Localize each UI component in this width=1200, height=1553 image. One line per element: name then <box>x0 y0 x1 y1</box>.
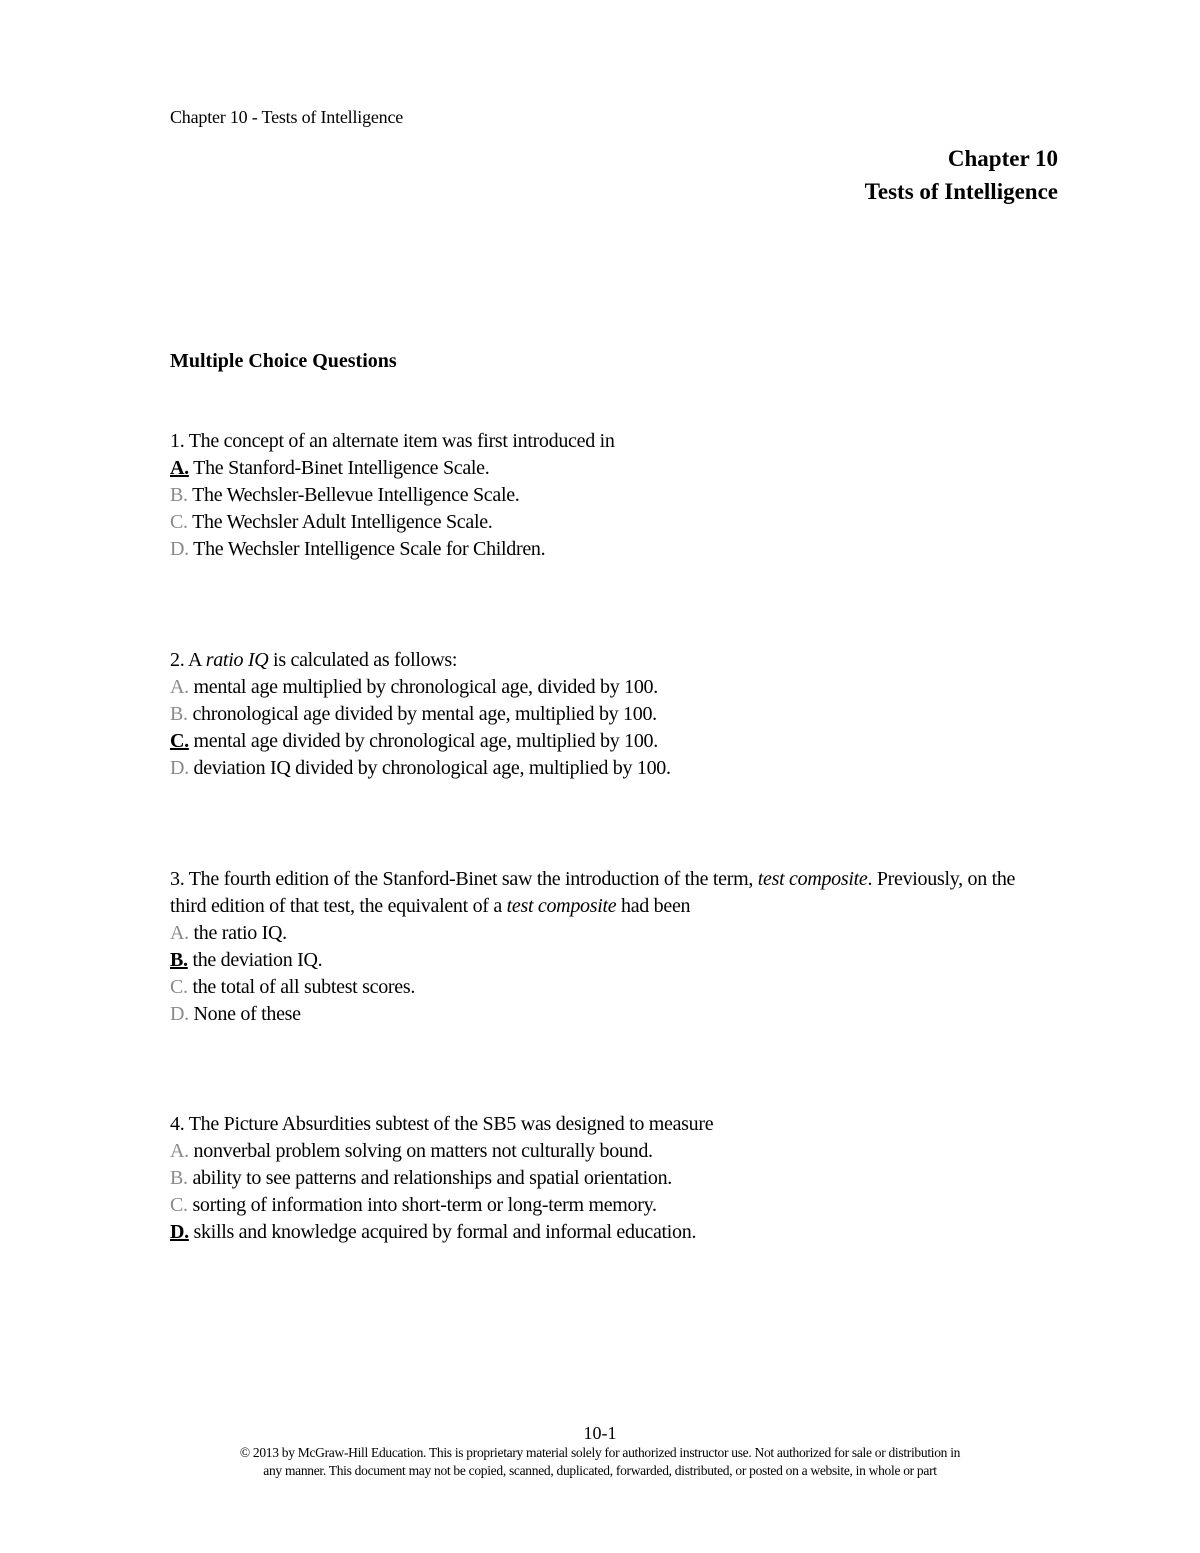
option-letter: D. <box>170 1221 189 1243</box>
stem-text: 3. The fourth edition of the Stanford-Binet saw the introduction of the term, <box>170 868 758 890</box>
option-letter: A. <box>170 1140 189 1162</box>
option-text: mental age multiplied by chronological age, divided by 100. <box>188 676 658 698</box>
question-3 <box>170 866 1040 1028</box>
option-letter: C. <box>170 976 188 998</box>
option-letter: D. <box>170 757 189 779</box>
chapter-title-block <box>865 142 1058 208</box>
question-4-option-d <box>170 1219 1070 1246</box>
question-4-option-b <box>170 1165 1070 1192</box>
option-text: sorting of information into short-term or long-term memory. <box>187 1194 657 1216</box>
chapter-subject: Tests of Intelligence <box>864 179 1058 204</box>
question-3-option-d <box>170 1001 1040 1028</box>
question-4-option-a <box>170 1138 1070 1165</box>
option-letter: A. <box>170 457 189 479</box>
stem-text: is calculated as follows: <box>268 649 458 671</box>
question-2-option-b <box>170 701 1070 728</box>
question-1-option-a <box>170 455 1070 482</box>
question-4-option-c <box>170 1192 1070 1219</box>
question-1 <box>170 428 1070 563</box>
option-text: the total of all subtest scores. <box>187 976 416 998</box>
question-1-option-c <box>170 509 1070 536</box>
option-text: skills and knowledge acquired by formal and informal education. <box>188 1221 697 1243</box>
option-letter: B. <box>170 1167 188 1189</box>
question-2-option-d <box>170 755 1070 782</box>
chapter-number: Chapter 10 <box>947 146 1058 171</box>
option-text: nonverbal problem solving on matters not culturally bound. <box>188 1140 653 1162</box>
option-letter: C. <box>170 730 189 752</box>
stem-text: 2. A <box>170 649 206 671</box>
option-text: ability to see patterns and relationships and spatial orientation. <box>187 1167 672 1189</box>
option-text: the ratio IQ. <box>188 922 287 944</box>
question-3-option-c <box>170 974 1040 1001</box>
option-text: chronological age divided by mental age, multiplied by 100. <box>187 703 657 725</box>
question-3-option-a <box>170 920 1040 947</box>
stem-italic-term: ratio IQ <box>205 649 269 671</box>
question-4 <box>170 1111 1070 1246</box>
stem-text: had been <box>616 895 691 917</box>
option-text: the deviation IQ. <box>187 949 323 971</box>
option-letter: D. <box>170 538 189 560</box>
question-2 <box>170 647 1070 782</box>
question-1-option-d <box>170 536 1070 563</box>
question-4-stem: 4. The Picture Absurdities subtest of the SB5 was designed to measure <box>170 1113 714 1135</box>
question-3-option-b <box>170 947 1040 974</box>
option-text: The Stanford-Binet Intelligence Scale. <box>188 457 490 479</box>
option-letter: B. <box>170 484 188 506</box>
option-letter: D. <box>170 1003 189 1025</box>
running-header: Chapter 10 - Tests of Intelligence <box>170 107 404 127</box>
option-letter: C. <box>170 1194 188 1216</box>
copyright-notice-line-1: © 2013 by McGraw-Hill Education. This is proprietary material solely for authorized instructor use. Not authorized for sale or distribution in <box>239 1445 961 1460</box>
stem-text: . Previously, on the third edition of that test, the equivalent of a <box>170 868 1016 917</box>
option-text: The Wechsler Intelligence Scale for Children. <box>188 538 546 560</box>
page-number: 10-1 <box>583 1423 617 1443</box>
option-text: The Wechsler-Bellevue Intelligence Scale. <box>187 484 520 506</box>
section-heading: Multiple Choice Questions <box>170 350 397 372</box>
question-2-option-c <box>170 728 1070 755</box>
option-letter: B. <box>170 703 188 725</box>
question-2-option-a <box>170 674 1070 701</box>
question-1-stem: 1. The concept of an alternate item was first introduced in <box>170 430 615 452</box>
question-3-stem <box>170 866 1040 920</box>
stem-italic-term: test composite <box>757 868 868 890</box>
option-letter: A. <box>170 922 189 944</box>
question-1-option-b <box>170 482 1070 509</box>
option-letter: C. <box>170 511 188 533</box>
option-letter: B. <box>170 949 188 971</box>
page-footer <box>150 1422 1050 1480</box>
option-text: None of these <box>188 1003 301 1025</box>
option-text: The Wechsler Adult Intelligence Scale. <box>187 511 493 533</box>
option-text: mental age divided by chronological age, multiplied by 100. <box>188 730 658 752</box>
stem-italic-term: test composite <box>506 895 617 917</box>
question-2-stem <box>170 647 1070 674</box>
option-text: deviation IQ divided by chronological age, multiplied by 100. <box>188 757 671 779</box>
option-letter: A. <box>170 676 189 698</box>
copyright-notice-line-2: any manner. This document may not be copied, scanned, duplicated, forwarded, distributed, or posted on a website, in whole or part <box>263 1463 937 1478</box>
